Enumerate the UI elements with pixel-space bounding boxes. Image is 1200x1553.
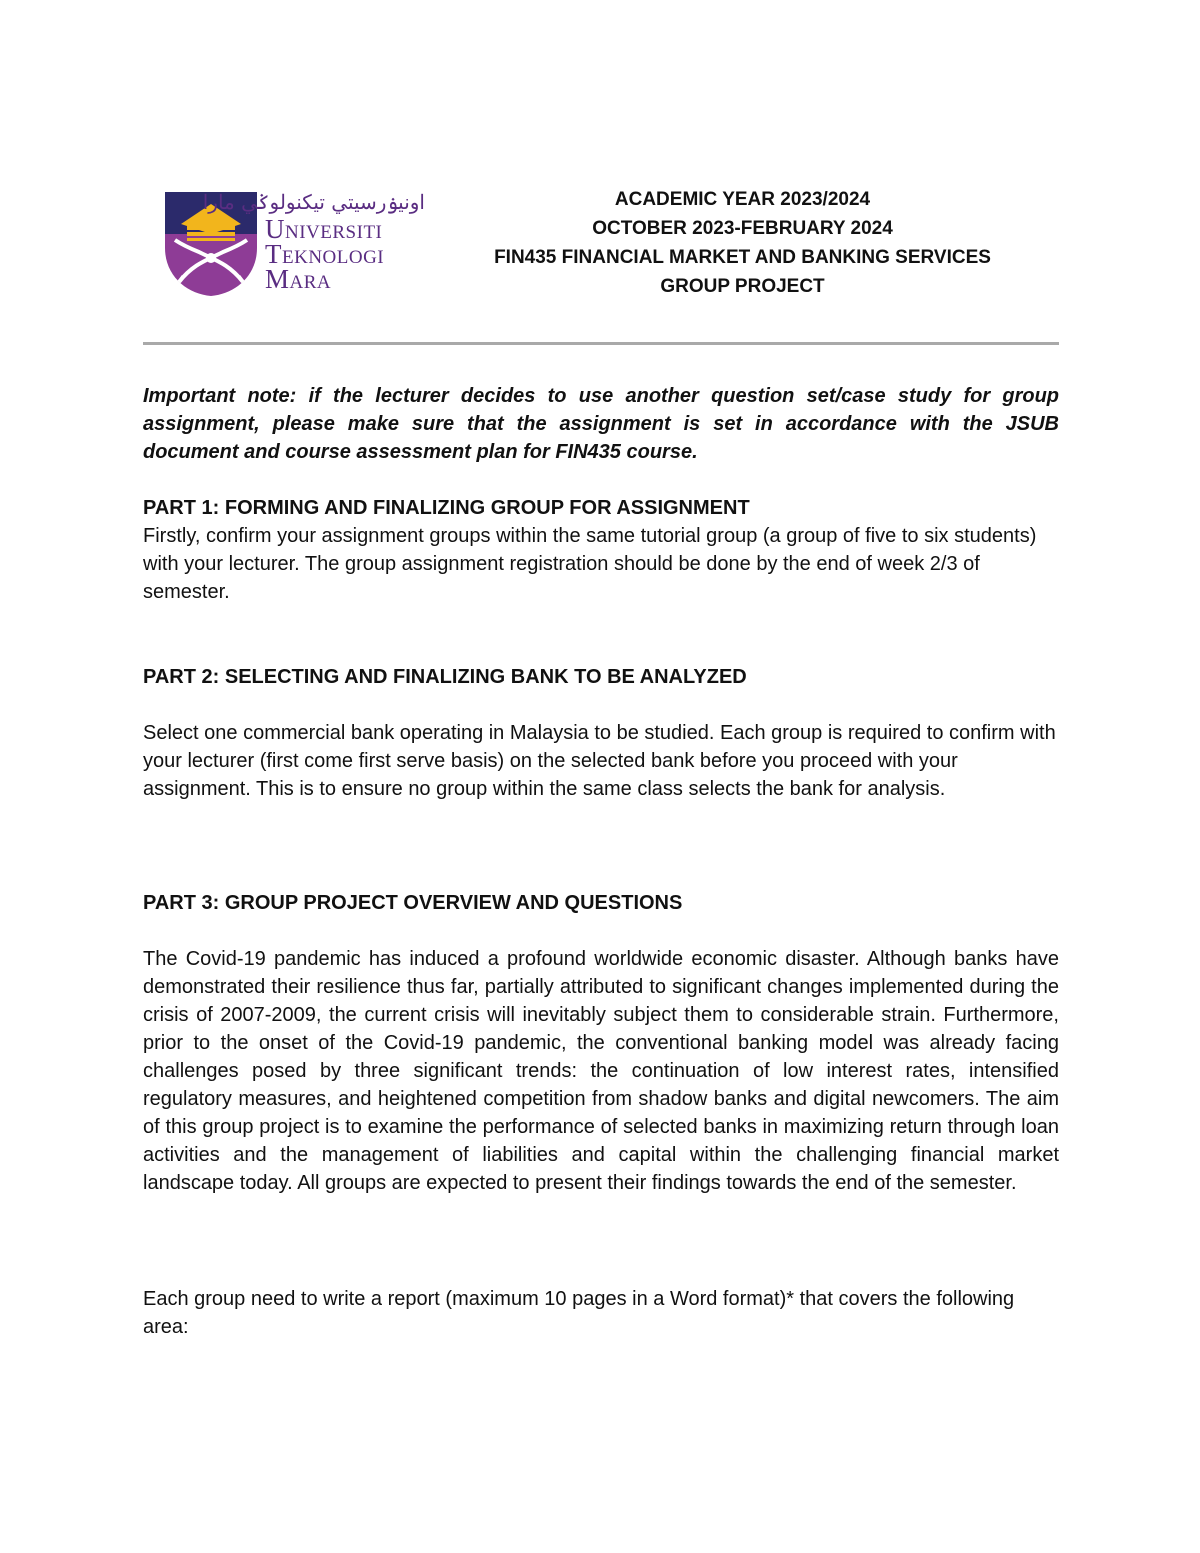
part3-heading: PART 3: GROUP PROJECT OVERVIEW AND QUESTIONS [143,892,683,914]
part3-body: The Covid-19 pandemic has induced a profound worldwide economic disaster. Although banks have demonstrated their resilience thus far, partially attributed to significant changes implemented during the crisis of 2007-2009, the current crisis will inevitably subject them to considerable strain. Furthermore, prior to the onset of the Covid-19 pandemic, the conventional banking model was already facing challenges posed by three significant trends: the continuation of low interest rates, intensified regulatory measures, and heightened competition from shadow banks and digital newcomers. The aim of this group project is to examine the performance of selected banks in maximizing return through loan activities and the management of liabilities and capital within the challenging financial market landscape today. All groups are expected to present their findings towards the end of the semester. [143,948,1059,1194]
logo-word-teknologi: Teknologi [265,239,385,269]
header-project-type: GROUP PROJECT [660,276,825,297]
part3-report-note: Each group need to write a report (maximum 10 pages in a Word format)* that covers the following area: [143,1288,1015,1338]
part2-heading: PART 2: SELECTING AND FINALIZING BANK TO BE ANALYZED [143,666,747,688]
header-course-title: FIN435 FINANCIAL MARKET AND BANKING SERVICES [494,247,991,268]
part1-body: Firstly, confirm your assignment groups within the same tutorial group (a group of five to six students) with your lecturer. The group assignment registration should be done by the end of week 2/3 of semester. [143,525,1037,603]
document-header [440,185,1045,301]
logo-word-mara: Mara [265,264,332,294]
part1-heading: PART 1: FORMING AND FINALIZING GROUP FOR ASSIGNMENT [143,497,750,519]
logo-jawi-text: اونيۏرسيتي تيكنولوݢي مارا [202,190,425,214]
important-note: Important note: if the lecturer decides to use another question set/case study for group assignment, please make sure that the assignment is set in accordance with the JSUB document and course assessment plan for FIN435 course. [143,385,1059,463]
university-logo [163,190,433,300]
logo-word-universiti: Universiti [265,214,383,244]
header-divider [143,342,1059,345]
header-academic-year: ACADEMIC YEAR 2023/2024 [614,189,871,210]
part2-body: Select one commercial bank operating in Malaysia to be studied. Each group is required to confirm with your lecturer (first come first serve basis) on the selected bank before you proceed with your assignment. This is to ensure no group within the same class selects the bank for analysis. [143,722,1056,800]
header-semester: OCTOBER 2023-FEBRUARY 2024 [592,218,893,239]
